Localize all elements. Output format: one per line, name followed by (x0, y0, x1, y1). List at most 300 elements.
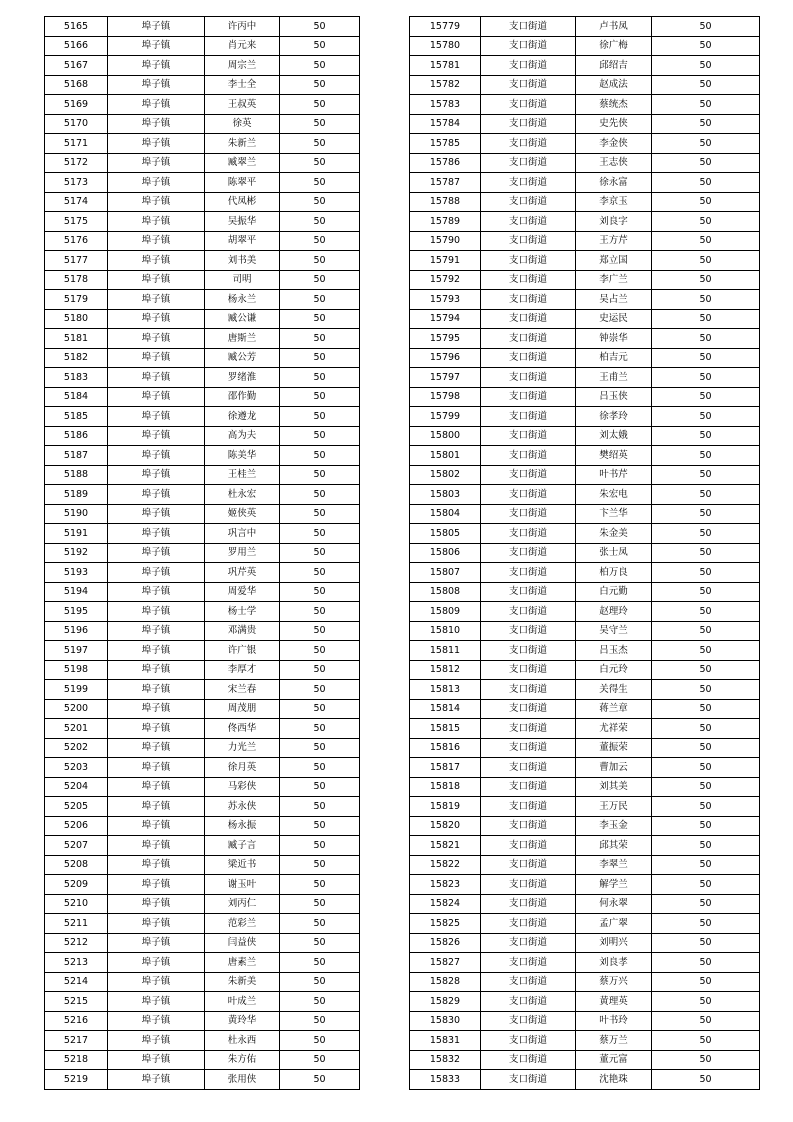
amount-cell: 50 (280, 524, 360, 544)
region-cell: 埠子镇 (108, 699, 205, 719)
region-cell: 埠子镇 (108, 738, 205, 758)
amount-cell: 50 (280, 36, 360, 56)
table-row (410, 114, 760, 134)
serial-number-cell: 15815 (410, 719, 481, 739)
table-row (45, 192, 360, 212)
name-cell: 胡翠平 (205, 231, 280, 251)
name-cell: 巩芹英 (205, 563, 280, 583)
region-cell: 支口街道 (481, 543, 576, 563)
amount-cell: 50 (280, 153, 360, 173)
name-cell: 臧翠兰 (205, 153, 280, 173)
serial-number-cell: 15812 (410, 660, 481, 680)
amount-cell: 50 (652, 602, 760, 622)
table-row (45, 75, 360, 95)
amount-cell: 50 (280, 972, 360, 992)
serial-number-cell: 15796 (410, 348, 481, 368)
amount-cell: 50 (280, 426, 360, 446)
name-cell: 朱方佑 (205, 1050, 280, 1070)
serial-number-cell: 15831 (410, 1031, 481, 1051)
table-row (45, 504, 360, 524)
amount-cell: 50 (652, 563, 760, 583)
amount-cell: 50 (652, 524, 760, 544)
table-row (45, 524, 360, 544)
name-cell: 王甫兰 (576, 368, 652, 388)
table-row (410, 309, 760, 329)
serial-number-cell: 5176 (45, 231, 108, 251)
serial-number-cell: 5217 (45, 1031, 108, 1051)
region-cell: 支口街道 (481, 797, 576, 817)
serial-number-cell: 15784 (410, 114, 481, 134)
table-row (410, 290, 760, 310)
name-cell: 臧公谦 (205, 309, 280, 329)
serial-number-cell: 15805 (410, 524, 481, 544)
region-cell: 支口街道 (481, 95, 576, 115)
roster-table-right-body (410, 17, 760, 1090)
region-cell: 支口街道 (481, 563, 576, 583)
amount-cell: 50 (280, 699, 360, 719)
amount-cell: 50 (652, 699, 760, 719)
region-cell: 埠子镇 (108, 1050, 205, 1070)
region-cell: 埠子镇 (108, 582, 205, 602)
amount-cell: 50 (280, 329, 360, 349)
amount-cell: 50 (652, 855, 760, 875)
serial-number-cell: 15827 (410, 953, 481, 973)
region-cell: 埠子镇 (108, 641, 205, 661)
name-cell: 曹加云 (576, 758, 652, 778)
table-row (45, 387, 360, 407)
serial-number-cell: 15782 (410, 75, 481, 95)
name-cell: 史先侠 (576, 114, 652, 134)
table-row (45, 1011, 360, 1031)
region-cell: 埠子镇 (108, 114, 205, 134)
table-row (45, 446, 360, 466)
table-row (45, 17, 360, 37)
region-cell: 埠子镇 (108, 758, 205, 778)
name-cell: 刘良字 (576, 212, 652, 232)
table-row (45, 660, 360, 680)
amount-cell: 50 (280, 621, 360, 641)
name-cell: 司明 (205, 270, 280, 290)
name-cell: 董元富 (576, 1050, 652, 1070)
serial-number-cell: 15783 (410, 95, 481, 115)
name-cell: 董振荣 (576, 738, 652, 758)
name-cell: 王万民 (576, 797, 652, 817)
region-cell: 支口街道 (481, 329, 576, 349)
table-row (45, 1070, 360, 1090)
table-row (45, 816, 360, 836)
amount-cell: 50 (280, 641, 360, 661)
name-cell: 王志侠 (576, 153, 652, 173)
name-cell: 白元勤 (576, 582, 652, 602)
table-row (410, 894, 760, 914)
region-cell: 埠子镇 (108, 329, 205, 349)
amount-cell: 50 (652, 1031, 760, 1051)
table-row (410, 329, 760, 349)
table-row (410, 758, 760, 778)
amount-cell: 50 (280, 212, 360, 232)
serial-number-cell: 15804 (410, 504, 481, 524)
serial-number-cell: 5177 (45, 251, 108, 271)
table-row (45, 348, 360, 368)
table-row (410, 368, 760, 388)
serial-number-cell: 5174 (45, 192, 108, 212)
region-cell: 支口街道 (481, 680, 576, 700)
region-cell: 支口街道 (481, 504, 576, 524)
serial-number-cell: 5211 (45, 914, 108, 934)
name-cell: 杨士学 (205, 602, 280, 622)
region-cell: 埠子镇 (108, 992, 205, 1012)
serial-number-cell: 5200 (45, 699, 108, 719)
region-cell: 支口街道 (481, 56, 576, 76)
amount-cell: 50 (652, 1050, 760, 1070)
name-cell: 李京玉 (576, 192, 652, 212)
serial-number-cell: 15789 (410, 212, 481, 232)
serial-number-cell: 15781 (410, 56, 481, 76)
amount-cell: 50 (652, 972, 760, 992)
serial-number-cell: 5166 (45, 36, 108, 56)
region-cell: 埠子镇 (108, 914, 205, 934)
amount-cell: 50 (280, 1031, 360, 1051)
amount-cell: 50 (280, 290, 360, 310)
amount-cell: 50 (652, 56, 760, 76)
region-cell: 支口街道 (481, 660, 576, 680)
serial-number-cell: 15806 (410, 543, 481, 563)
table-row (45, 290, 360, 310)
amount-cell: 50 (280, 602, 360, 622)
amount-cell: 50 (280, 134, 360, 154)
serial-number-cell: 5208 (45, 855, 108, 875)
serial-number-cell: 15794 (410, 309, 481, 329)
region-cell: 埠子镇 (108, 309, 205, 329)
amount-cell: 50 (280, 933, 360, 953)
region-cell: 支口街道 (481, 621, 576, 641)
table-row (410, 1050, 760, 1070)
serial-number-cell: 15819 (410, 797, 481, 817)
name-cell: 蔡统杰 (576, 95, 652, 115)
serial-number-cell: 15825 (410, 914, 481, 934)
serial-number-cell: 5178 (45, 270, 108, 290)
serial-number-cell: 15790 (410, 231, 481, 251)
region-cell: 支口街道 (481, 1011, 576, 1031)
amount-cell: 50 (652, 914, 760, 934)
amount-cell: 50 (652, 465, 760, 485)
region-cell: 埠子镇 (108, 485, 205, 505)
amount-cell: 50 (652, 426, 760, 446)
region-cell: 支口街道 (481, 387, 576, 407)
amount-cell: 50 (652, 816, 760, 836)
amount-cell: 50 (280, 894, 360, 914)
region-cell: 埠子镇 (108, 797, 205, 817)
table-row (410, 524, 760, 544)
amount-cell: 50 (280, 836, 360, 856)
amount-cell: 50 (652, 543, 760, 563)
amount-cell: 50 (280, 543, 360, 563)
region-cell: 支口街道 (481, 777, 576, 797)
table-row (410, 602, 760, 622)
amount-cell: 50 (652, 582, 760, 602)
name-cell: 谢玉叶 (205, 875, 280, 895)
serial-number-cell: 5197 (45, 641, 108, 661)
table-row (410, 855, 760, 875)
region-cell: 埠子镇 (108, 524, 205, 544)
serial-number-cell: 15779 (410, 17, 481, 37)
name-cell: 刘其美 (576, 777, 652, 797)
serial-number-cell: 5171 (45, 134, 108, 154)
serial-number-cell: 5202 (45, 738, 108, 758)
name-cell: 孟广翠 (576, 914, 652, 934)
serial-number-cell: 15780 (410, 36, 481, 56)
serial-number-cell: 15817 (410, 758, 481, 778)
serial-number-cell: 5188 (45, 465, 108, 485)
name-cell: 尤祥荣 (576, 719, 652, 739)
table-row (410, 485, 760, 505)
name-cell: 钟崇华 (576, 329, 652, 349)
region-cell: 埠子镇 (108, 290, 205, 310)
name-cell: 陈翠平 (205, 173, 280, 193)
name-cell: 苏永侠 (205, 797, 280, 817)
name-cell: 李玉金 (576, 816, 652, 836)
amount-cell: 50 (652, 329, 760, 349)
region-cell: 支口街道 (481, 855, 576, 875)
serial-number-cell: 5184 (45, 387, 108, 407)
name-cell: 邵作勤 (205, 387, 280, 407)
amount-cell: 50 (652, 758, 760, 778)
name-cell: 马彩侠 (205, 777, 280, 797)
name-cell: 巩言中 (205, 524, 280, 544)
amount-cell: 50 (652, 797, 760, 817)
region-cell: 支口街道 (481, 426, 576, 446)
amount-cell: 50 (652, 894, 760, 914)
amount-cell: 50 (652, 953, 760, 973)
amount-cell: 50 (280, 368, 360, 388)
serial-number-cell: 15788 (410, 192, 481, 212)
table-row (410, 699, 760, 719)
table-row (45, 270, 360, 290)
name-cell: 朱新兰 (205, 134, 280, 154)
table-row (45, 426, 360, 446)
table-row (410, 1011, 760, 1031)
amount-cell: 50 (652, 251, 760, 271)
amount-cell: 50 (280, 309, 360, 329)
serial-number-cell: 5215 (45, 992, 108, 1012)
table-row (45, 621, 360, 641)
serial-number-cell: 15792 (410, 270, 481, 290)
table-row (410, 465, 760, 485)
name-cell: 关得生 (576, 680, 652, 700)
serial-number-cell: 15810 (410, 621, 481, 641)
name-cell: 陈美华 (205, 446, 280, 466)
serial-number-cell: 5204 (45, 777, 108, 797)
region-cell: 埠子镇 (108, 504, 205, 524)
amount-cell: 50 (652, 114, 760, 134)
amount-cell: 50 (280, 719, 360, 739)
table-row (410, 621, 760, 641)
name-cell: 李士全 (205, 75, 280, 95)
region-cell: 埠子镇 (108, 407, 205, 427)
serial-number-cell: 15829 (410, 992, 481, 1012)
name-cell: 朱新美 (205, 972, 280, 992)
table-row (45, 114, 360, 134)
table-row (45, 894, 360, 914)
amount-cell: 50 (280, 270, 360, 290)
name-cell: 叶书芹 (576, 465, 652, 485)
amount-cell: 50 (652, 446, 760, 466)
region-cell: 支口街道 (481, 485, 576, 505)
region-cell: 埠子镇 (108, 777, 205, 797)
serial-number-cell: 15823 (410, 875, 481, 895)
table-row (410, 875, 760, 895)
amount-cell: 50 (652, 738, 760, 758)
serial-number-cell: 15798 (410, 387, 481, 407)
name-cell: 杨永兰 (205, 290, 280, 310)
region-cell: 支口街道 (481, 36, 576, 56)
table-row (410, 1070, 760, 1090)
region-cell: 埠子镇 (108, 426, 205, 446)
name-cell: 杜永宏 (205, 485, 280, 505)
name-cell: 史运民 (576, 309, 652, 329)
amount-cell: 50 (280, 251, 360, 271)
serial-number-cell: 15786 (410, 153, 481, 173)
serial-number-cell: 5209 (45, 875, 108, 895)
serial-number-cell: 15824 (410, 894, 481, 914)
amount-cell: 50 (652, 407, 760, 427)
serial-number-cell: 5189 (45, 485, 108, 505)
name-cell: 周爱华 (205, 582, 280, 602)
table-row (45, 485, 360, 505)
region-cell: 埠子镇 (108, 602, 205, 622)
serial-number-cell: 5213 (45, 953, 108, 973)
table-row (45, 719, 360, 739)
amount-cell: 50 (652, 309, 760, 329)
name-cell: 邓满贵 (205, 621, 280, 641)
serial-number-cell: 15800 (410, 426, 481, 446)
region-cell: 支口街道 (481, 524, 576, 544)
name-cell: 梁近书 (205, 855, 280, 875)
region-cell: 埠子镇 (108, 563, 205, 583)
region-cell: 埠子镇 (108, 134, 205, 154)
amount-cell: 50 (652, 504, 760, 524)
serial-number-cell: 5190 (45, 504, 108, 524)
table-row (45, 153, 360, 173)
amount-cell: 50 (652, 1070, 760, 1090)
table-row (45, 309, 360, 329)
table-row (45, 134, 360, 154)
region-cell: 支口街道 (481, 192, 576, 212)
amount-cell: 50 (652, 485, 760, 505)
serial-number-cell: 15814 (410, 699, 481, 719)
serial-number-cell: 15807 (410, 563, 481, 583)
amount-cell: 50 (652, 17, 760, 37)
region-cell: 支口街道 (481, 290, 576, 310)
serial-number-cell: 15803 (410, 485, 481, 505)
amount-cell: 50 (280, 75, 360, 95)
table-row (410, 543, 760, 563)
table-row (410, 173, 760, 193)
name-cell: 李翠兰 (576, 855, 652, 875)
amount-cell: 50 (652, 75, 760, 95)
name-cell: 徐永富 (576, 173, 652, 193)
table-row (410, 563, 760, 583)
region-cell: 支口街道 (481, 894, 576, 914)
table-row (45, 641, 360, 661)
region-cell: 支口街道 (481, 816, 576, 836)
amount-cell: 50 (652, 212, 760, 232)
amount-cell: 50 (652, 1011, 760, 1031)
amount-cell: 50 (652, 231, 760, 251)
serial-number-cell: 5185 (45, 407, 108, 427)
name-cell: 赵理玲 (576, 602, 652, 622)
region-cell: 支口街道 (481, 1050, 576, 1070)
region-cell: 支口街道 (481, 699, 576, 719)
region-cell: 支口街道 (481, 270, 576, 290)
region-cell: 支口街道 (481, 134, 576, 154)
region-cell: 支口街道 (481, 212, 576, 232)
table-row (45, 972, 360, 992)
region-cell: 支口街道 (481, 953, 576, 973)
serial-number-cell: 5199 (45, 680, 108, 700)
serial-number-cell: 5203 (45, 758, 108, 778)
name-cell: 刘书美 (205, 251, 280, 271)
table-row (410, 407, 760, 427)
serial-number-cell: 5194 (45, 582, 108, 602)
amount-cell: 50 (652, 992, 760, 1012)
table-row (410, 641, 760, 661)
table-row (45, 953, 360, 973)
region-cell: 埠子镇 (108, 1070, 205, 1090)
table-row (410, 56, 760, 76)
amount-cell: 50 (280, 816, 360, 836)
table-row (45, 699, 360, 719)
region-cell: 埠子镇 (108, 894, 205, 914)
table-row (45, 212, 360, 232)
serial-number-cell: 5175 (45, 212, 108, 232)
name-cell: 樊绍英 (576, 446, 652, 466)
name-cell: 肖元来 (205, 36, 280, 56)
name-cell: 白元玲 (576, 660, 652, 680)
table-row (410, 797, 760, 817)
serial-number-cell: 15832 (410, 1050, 481, 1070)
region-cell: 埠子镇 (108, 153, 205, 173)
serial-number-cell: 5192 (45, 543, 108, 563)
serial-number-cell: 15795 (410, 329, 481, 349)
region-cell: 埠子镇 (108, 972, 205, 992)
region-cell: 支口街道 (481, 836, 576, 856)
name-cell: 解学兰 (576, 875, 652, 895)
name-cell: 代凤彬 (205, 192, 280, 212)
name-cell: 吴占兰 (576, 290, 652, 310)
amount-cell: 50 (280, 855, 360, 875)
amount-cell: 50 (652, 836, 760, 856)
amount-cell: 50 (280, 348, 360, 368)
name-cell: 赵成法 (576, 75, 652, 95)
amount-cell: 50 (652, 173, 760, 193)
table-row (45, 329, 360, 349)
table-row (45, 231, 360, 251)
name-cell: 张用侠 (205, 1070, 280, 1090)
name-cell: 邱绍吉 (576, 56, 652, 76)
name-cell: 吕玉杰 (576, 641, 652, 661)
name-cell: 徐月英 (205, 758, 280, 778)
serial-number-cell: 15808 (410, 582, 481, 602)
region-cell: 埠子镇 (108, 56, 205, 76)
name-cell: 吕玉侠 (576, 387, 652, 407)
region-cell: 埠子镇 (108, 621, 205, 641)
serial-number-cell: 5181 (45, 329, 108, 349)
serial-number-cell: 5165 (45, 17, 108, 37)
name-cell: 宋兰春 (205, 680, 280, 700)
name-cell: 李广兰 (576, 270, 652, 290)
amount-cell: 50 (652, 348, 760, 368)
